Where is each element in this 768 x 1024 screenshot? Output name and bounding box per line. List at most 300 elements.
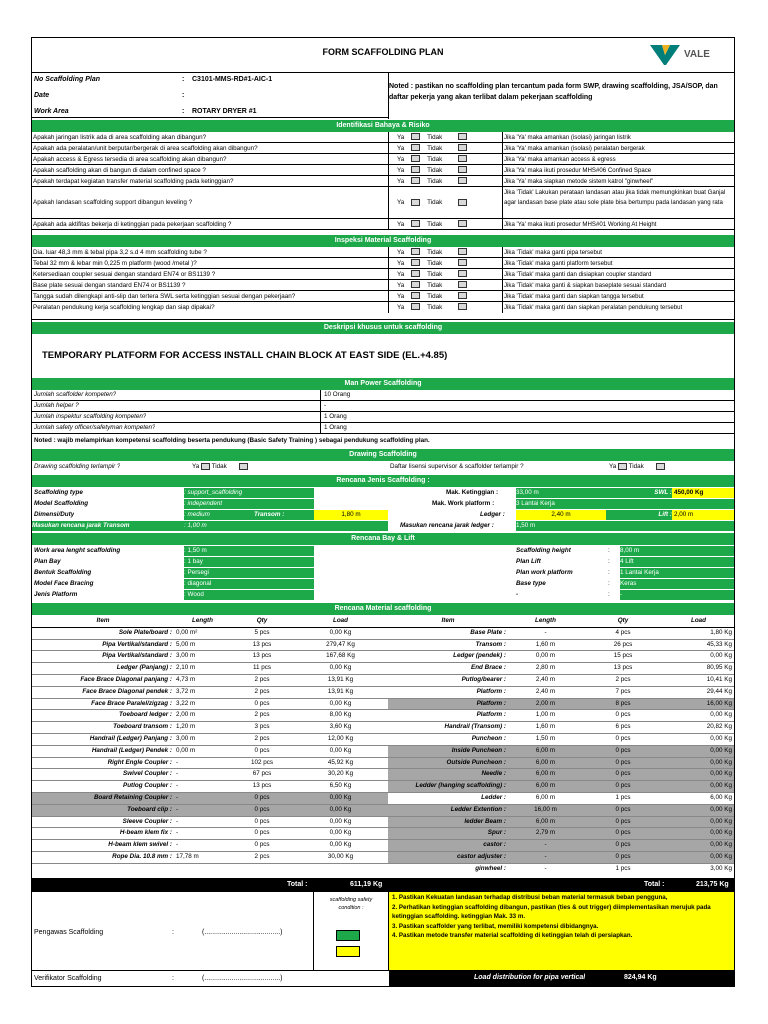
material-right-load: 6,00 Kg: [710, 793, 732, 801]
manpower-value[interactable]: 10 Orang: [324, 391, 351, 398]
material-right-load: 0,00 Kg: [663, 804, 734, 816]
manpower-row: [32, 401, 734, 412]
inspections-row: [32, 291, 734, 302]
inspections-action: Jika 'Tidak' maka ganti pipa tersebut: [504, 248, 602, 256]
tidak-checkbox[interactable]: [458, 177, 467, 184]
material-left-qty: 67 pcs: [252, 770, 272, 778]
drawing-left-label: Drawing scaffolding terlampir ?: [34, 463, 121, 470]
material-right-item: castor adjuster :: [388, 851, 508, 863]
bay-left-value-text: diagonal: [187, 580, 212, 587]
tidak-checkbox[interactable]: [458, 220, 467, 227]
condition-yellow-swatch[interactable]: [336, 946, 360, 957]
drawing-row: [32, 461, 734, 474]
material-left-length: 2,10 m: [176, 664, 196, 672]
ya-label: Ya: [397, 166, 405, 174]
tidak-label: Tidak: [427, 292, 443, 300]
manpower-note: Noted : wajib melampirkan kompetensi scaffolding beserta pendukung (Basic Safety Training ) sebagai pendukung scaffolding plan.: [34, 437, 430, 444]
material-right-item: ledder Beam :: [388, 816, 508, 828]
material-right-qty: 0 pcs: [583, 851, 663, 863]
ya-checkbox[interactable]: [411, 220, 420, 227]
area-label: Work Area: [34, 108, 69, 115]
manpower-row: [32, 390, 734, 401]
material-right-load: 0,00 Kg: [710, 734, 732, 742]
material-row: [32, 733, 734, 745]
material-left-length: -: [176, 758, 179, 766]
material-left-load: 12,00 Kg: [327, 734, 354, 742]
material-right-qty: 0 pcs: [583, 769, 663, 781]
tidak-label: Tidak: [427, 259, 443, 267]
scaffolding-form: [31, 37, 735, 987]
material-left-load: 0,00 Kg: [329, 817, 352, 825]
material-left-item: Toeboard transom :: [113, 723, 172, 731]
verifikator-value[interactable]: (.......................................): [202, 975, 283, 982]
material-left-item: Face Brace Diagonal panjang :: [80, 675, 172, 683]
material-row: [32, 757, 734, 769]
tidak-label: Tidak: [427, 220, 443, 228]
manpower-row: [32, 423, 734, 434]
divider: [502, 143, 503, 154]
bay-colon: :: [608, 558, 610, 565]
material-right-load: 45,33 Kg: [706, 640, 732, 648]
divider: [388, 132, 389, 143]
inspections-row: [32, 247, 734, 258]
material-right-length: 6,00 m: [508, 781, 583, 793]
material-left-item: Face Brace Diagonal pendek :: [82, 687, 172, 695]
material-left-qty: 2 pcs: [254, 711, 270, 719]
license-tidak-checkbox[interactable]: [656, 463, 665, 470]
manpower-label: Jumlah inspektur scaffolding kompeten?: [34, 413, 147, 420]
material-right-length: 2,00 m: [508, 698, 583, 710]
material-left-qty: 2 pcs: [254, 675, 270, 683]
divider: [388, 280, 389, 291]
material-right-length: 6,00 m: [508, 745, 583, 757]
tidak-checkbox[interactable]: [458, 144, 467, 151]
material-right-qty: 0 pcs: [615, 734, 631, 742]
material-right-length: 6,00 m: [508, 769, 583, 781]
section-inspeksi: Inspeksi Material Scaffolding: [32, 235, 734, 247]
hazards-action: Jika 'Ya' maka ikuti prosedur MHS#06 Confined Space: [504, 166, 652, 174]
material-right-load: 1,80 Kg: [710, 628, 732, 636]
material-right-length: 6,00 m: [535, 793, 556, 801]
material-right-item: Platform :: [476, 687, 506, 695]
drawing-tidak: Tidak: [211, 463, 227, 470]
inspections-answer-group: [397, 303, 467, 313]
license-ya-checkbox[interactable]: [618, 463, 627, 470]
material-row: [32, 851, 734, 863]
material-left-item: Handrail (Ledger) Pendek :: [91, 746, 172, 754]
description-text: TEMPORARY PLATFORM FOR ACCESS INSTALL CHAIN BLOCK AT EAST SIDE (EL.+4.85): [42, 350, 448, 361]
material-row: [32, 674, 734, 686]
material-right-item: Puncheon :: [471, 734, 506, 742]
material-right-load: 0,00 Kg: [663, 840, 734, 852]
hazards-question: Apakah terdapat kegiatan transfer material scaffolding pada ketinggian?: [33, 177, 234, 185]
material-row: [32, 792, 734, 804]
material-right-load: 80,95 Kg: [706, 664, 732, 672]
material-right-item: Spur :: [388, 828, 508, 840]
material-right-length: 1,50 m: [535, 734, 556, 742]
inspections-action: Jika 'Tidak' maka ganti dan siapkan tangga tersebut: [504, 292, 644, 300]
material-right-item: Base Plate :: [470, 628, 506, 636]
pengawas-value[interactable]: (.......................................): [202, 929, 283, 936]
form-title: FORM SCAFFOLDING PLAN: [322, 47, 444, 57]
hazards-answer-group: [397, 133, 467, 143]
material-right-length: 2,40 m: [535, 687, 556, 695]
material-left-item: Sole Plate/board :: [118, 628, 172, 636]
hazards-action: Jika 'Ya' maka ikuti prosedur MHS#01 Working At Height: [504, 220, 657, 228]
notes-block: [389, 892, 734, 970]
material-right-qty: 0 pcs: [583, 804, 663, 816]
material-left-length: -: [174, 804, 231, 816]
divider: [388, 291, 389, 302]
condition-green-swatch[interactable]: [336, 930, 360, 941]
material-left-item: Toeboard ledger :: [119, 711, 172, 719]
manpower-label: Jumlah helper ?: [34, 402, 79, 409]
bay-left-label: Jenis Platform: [34, 591, 78, 598]
bay-right-label: Scaffolding height: [516, 547, 571, 554]
hazards-action: Jika 'Ya' maka amankan (isolasi) peralatan bergerak: [504, 144, 645, 152]
material-left-load: 0,00 Kg: [329, 699, 352, 707]
tidak-checkbox[interactable]: [458, 259, 467, 266]
section-jenis: Rencana Jenis Scaffolding :: [32, 475, 734, 487]
ya-checkbox[interactable]: [411, 166, 420, 173]
ya-label: Ya: [397, 199, 405, 206]
tidak-checkbox[interactable]: [458, 303, 467, 310]
tinggi-label: Mak. Ketinggian :: [446, 489, 499, 496]
divider: [388, 143, 389, 154]
hazards-answer-group: [397, 177, 467, 187]
material-left-load: 30,20 Kg: [327, 770, 354, 778]
inspections-question: Dia. luar 48,3 mm & tebal pipa 3,2 s.d 4 mm scaffolding tube ?: [33, 248, 207, 256]
material-right-qty: 4 pcs: [615, 628, 631, 636]
material-right-length: -: [508, 840, 583, 852]
material-right-length: 2,40 m: [535, 675, 556, 683]
material-right-item: castor :: [388, 840, 508, 852]
header-block: No Scaffolding Plan : C3101-MMS-RD#1-AIC-1 Date : Work Area : ROTARY DRYER #1 Noted : pastikan no scaffolding plan tercantum pada form SWP, drawing scaffolding, JSA/SOP, dan daftar pekerja yang akan terlibat dalam pekerjaan scaffolding: [32, 72, 734, 118]
material-right-length: 1,00 m: [535, 711, 556, 719]
ledger-value: 2,40 m: [516, 510, 606, 520]
signature-block: Pengawas Scaffolding : (.......................................) Verifikator Scaffolding : (.......................................) scaffolding safety condition : 1. Pastikan Kekuatan landasan terhadap distribusi beban material termasuk beban pengguna, 2. Perhatikan ketinggian scaffolding dibangun, pastikan (ties & out trigger) diimplementasikan merujuk pada ketinggian scaffolding. ketinggian Mak. 33 m. 3. Pastikan scaffolder yang terlibat, memiliki kompetensi dibidangnya. 4. Pastikan metode transfer material scaffolding di ketinggian telah di persiapkan. Load distribution for pipa vertical 824,94 Kg: [32, 892, 734, 988]
ya-checkbox[interactable]: [411, 177, 420, 184]
ya-checkbox[interactable]: [411, 281, 420, 288]
material-left-item: Handrail (Ledger) Panjang :: [89, 734, 172, 742]
tidak-checkbox[interactable]: [458, 248, 467, 255]
inspections-row: [32, 280, 734, 291]
tidak-checkbox[interactable]: [458, 281, 467, 288]
ya-checkbox[interactable]: [411, 248, 420, 255]
manpower-list: [32, 390, 734, 434]
tidak-checkbox[interactable]: [458, 133, 467, 140]
ledger-label: Ledger :: [480, 511, 505, 518]
bay-left-value: : diagonal: [184, 579, 314, 589]
material-right-load: 0,00 Kg: [663, 851, 734, 863]
ya-checkbox[interactable]: [411, 259, 420, 266]
material-right-qty: 0 pcs: [583, 816, 663, 828]
divider: [388, 176, 389, 187]
transom-label: Transom :: [254, 510, 314, 520]
material-left-load: 0,00 Kg: [329, 628, 352, 636]
material-left-load: [293, 863, 388, 874]
material-right-length: 2,80 m: [535, 664, 556, 672]
license-ya: Ya: [609, 463, 617, 470]
note-4: 4. Pastikan metode transfer material scaffolding di ketinggian telah di persiapkan.: [392, 932, 633, 939]
section-deskripsi: Deskripsi khusus untuk scaffolding: [32, 322, 734, 334]
divider: [502, 187, 503, 219]
drawing-tidak-checkbox[interactable]: [239, 463, 248, 470]
hazard-list: [32, 132, 734, 228]
material-row: [32, 769, 734, 781]
material-right-length: 1,60 m: [535, 640, 556, 648]
tidak-label: Tidak: [427, 155, 443, 163]
bay-left-value: : Persegi: [184, 568, 314, 578]
tidak-label: Tidak: [427, 270, 443, 278]
material-left-item: H-beam klem fix :: [119, 829, 172, 837]
hazards-question: Apakah ada peralatan/unit berputar/bergerak di area scaffolding akan dibangun?: [33, 144, 258, 152]
divider: [502, 280, 503, 291]
material-right-load: 0,00 Kg: [663, 816, 734, 828]
material-right-item: Platform :: [388, 698, 508, 710]
material-right-qty: 0 pcs: [615, 711, 631, 719]
material-right-load: 0,00 Kg: [663, 781, 734, 793]
hazards-answer-group: [397, 155, 467, 165]
inspections-action: Jika 'Tidak' maka ganti platform tersebut: [504, 259, 613, 267]
material-left-item: Face Brace Paralel/zigzag :: [91, 699, 172, 707]
material-left-load: 0,00 Kg: [293, 792, 388, 804]
material-row: [32, 663, 734, 675]
material-left-length: 4,73 m: [176, 675, 196, 683]
divider: [320, 412, 321, 423]
material-left-load: 45,92 Kg: [327, 758, 354, 766]
inspections-answer-group: [397, 270, 467, 280]
divider: [388, 219, 389, 230]
swl-label: SWL :: [606, 488, 672, 498]
jenis-block: [32, 488, 734, 534]
material-right-length: 2,79 m: [508, 828, 583, 840]
bay-colon: :: [608, 591, 610, 598]
hazards-question: Apakah access & Egress tersedia di area scaffolding akan dibangun?: [33, 155, 227, 163]
manpower-label: Jumlah scaffolder kompeten?: [34, 391, 117, 398]
manpower-value[interactable]: 1 Orang: [324, 424, 347, 431]
bay-left-value-text: 1 bay: [187, 558, 203, 565]
manpower-value[interactable]: -: [324, 402, 327, 409]
material-right-item: Outside Puncheon :: [388, 757, 508, 769]
material-right-qty: 26 pcs: [613, 640, 633, 648]
ya-checkbox[interactable]: [411, 155, 420, 162]
material-left-item: Swivel Coupler :: [123, 770, 172, 778]
jl-value: 1,50 m: [516, 521, 734, 531]
note-1: 1. Pastikan Kekuatan landasan terhadap distribusi beban material termasuk beban pengguna,: [392, 894, 668, 901]
material-header-item: Item: [32, 616, 174, 627]
total-right-value: 213,75 Kg: [696, 881, 729, 888]
hazards-row: [32, 154, 734, 165]
ya-label: Ya: [397, 259, 405, 267]
material-row: [32, 686, 734, 698]
lift-value: 2,00 m: [672, 510, 734, 520]
material-header-qty: Qty: [231, 616, 293, 627]
material-left-qty: 2 pcs: [254, 687, 270, 695]
tinggi-value: 33,00 m: [516, 488, 606, 498]
material-left-length: -: [176, 841, 179, 849]
tidak-checkbox[interactable]: [458, 166, 467, 173]
divider: [388, 187, 389, 219]
material-right-qty: 2 pcs: [615, 675, 631, 683]
transom-value: 1,80 m: [314, 510, 388, 520]
material-right-load: 3,00 Kg: [710, 864, 732, 872]
material-left-item: Board Retaining Coupler :: [32, 792, 174, 804]
inspections-answer-group: [397, 259, 467, 269]
material-right-item: ginwheel :: [475, 864, 506, 872]
ya-label: Ya: [397, 303, 405, 311]
tidak-checkbox[interactable]: [458, 155, 467, 162]
vale-logo-icon: [650, 41, 680, 65]
material-right-load: 20,82 Kg: [706, 723, 732, 731]
tidak-label: Tidak: [427, 248, 443, 256]
material-header-length: Length: [508, 616, 583, 627]
dim-value: : medium: [184, 510, 254, 520]
material-left-qty: 0 pcs: [254, 699, 270, 707]
material-row: [32, 828, 734, 840]
material-right-item: Inside Puncheon :: [388, 745, 508, 757]
material-left-item: Putlog Coupler :: [123, 782, 172, 790]
inspections-answer-group: [397, 248, 467, 258]
tidak-label: Tidak: [427, 177, 443, 185]
material-right-length: -: [544, 628, 547, 636]
material-row: [32, 710, 734, 722]
divider: [502, 132, 503, 143]
manpower-value[interactable]: 1 Orang: [324, 413, 347, 420]
swl-value: 450,00 Kg: [672, 488, 734, 498]
divider: [320, 401, 321, 412]
material-right-item: Needle :: [388, 769, 508, 781]
verifikator-label: Verifikator Scaffolding: [34, 975, 102, 982]
bay-right-label: Plan work platform: [516, 569, 573, 576]
material-row: [32, 627, 734, 639]
material-left-item: [32, 863, 174, 874]
material-right-qty: 15 pcs: [613, 652, 633, 660]
material-left-item: Rope Dia. 10.8 mm :: [112, 852, 172, 860]
section-bay: Rencana Bay & Lift: [32, 533, 734, 545]
material-right-length: -: [544, 864, 547, 872]
material-left-load: 0,00 Kg: [329, 746, 352, 754]
material-left-length: 3,72 m: [176, 687, 196, 695]
material-left-length: -: [176, 817, 179, 825]
inspections-row: [32, 302, 734, 320]
divider: [502, 291, 503, 302]
hazards-question: Apakah scaffolding akan di bangun di dalam confined space ?: [33, 166, 206, 174]
inspection-list: [32, 247, 734, 323]
area-value: ROTARY DRYER #1: [192, 108, 257, 115]
material-left-qty: 5 pcs: [254, 628, 270, 636]
manpower-label: Jumlah safety officer/safetyman kompeten?: [34, 424, 156, 431]
divider: [388, 269, 389, 280]
material-right-length: 6,00 m: [508, 816, 583, 828]
bay-block: [32, 546, 734, 601]
ya-checkbox[interactable]: [411, 133, 420, 140]
hazards-answer-group: [397, 198, 467, 208]
material-left-item: H-beam klem swivel :: [108, 841, 172, 849]
material-left-length: 2,00 m: [176, 711, 196, 719]
ya-label: Ya: [397, 155, 405, 163]
drawing-ya-checkbox[interactable]: [201, 463, 210, 470]
material-left-qty: 13 pcs: [252, 640, 272, 648]
material-left-length: 0,00 m²: [176, 628, 198, 636]
bay-colon: :: [608, 569, 610, 576]
divider: [502, 269, 503, 280]
material-left-load: 30,00 Kg: [327, 852, 354, 860]
material-left-load: 13,91 Kg: [327, 687, 354, 695]
section-manpower: Man Power Scaffolding: [32, 378, 734, 390]
material-right-length: 6,00 m: [508, 757, 583, 769]
hazards-answer-group: [397, 144, 467, 154]
divider: [502, 219, 503, 230]
material-left-length: 0,00 m: [176, 746, 196, 754]
dim-label: Dimensi/Duty: [34, 511, 75, 518]
bay-left-value-text: Persegi: [187, 569, 209, 576]
material-right-qty: 0 pcs: [583, 757, 663, 769]
material-left-load: 13,91 Kg: [327, 675, 354, 683]
hazards-row: [32, 219, 734, 230]
tidak-label: Tidak: [427, 166, 443, 174]
material-left-length: -: [174, 792, 231, 804]
ya-checkbox[interactable]: [411, 144, 420, 151]
material-left-qty: 0 pcs: [231, 792, 293, 804]
tidak-checkbox[interactable]: [458, 199, 467, 206]
logo-text: VALE: [684, 49, 710, 60]
material-header-load: Load: [293, 616, 388, 627]
material-left-length: -: [176, 782, 179, 790]
material-right-qty: 7 pcs: [615, 687, 631, 695]
material-row: [32, 781, 734, 793]
material-row: [32, 698, 734, 710]
type-label: Scaffolding type: [34, 489, 83, 496]
material-left-qty: 0 pcs: [254, 746, 270, 754]
bay-right-value: 1 Lantai Kerja: [620, 568, 734, 578]
tidak-checkbox[interactable]: [458, 292, 467, 299]
note-3: 3. Pastikan scaffolder yang terlibat, memiliki kompetensi dibidangnya.: [392, 922, 599, 930]
wp-value: 3 Lantai Kerja: [516, 499, 734, 509]
ya-checkbox[interactable]: [411, 270, 420, 277]
inspections-question: Ketersediaan coupler sesuai dengan standard EN74 or BS1139 ?: [33, 270, 216, 278]
material-left-item: Pipa Vertikal/standard :: [102, 652, 172, 660]
material-left-qty: 0 pcs: [231, 804, 293, 816]
ya-checkbox[interactable]: [411, 199, 420, 206]
material-left-item: Right Engle Coupler :: [107, 758, 172, 766]
bay-left-label: Bentuk Scaffolding: [34, 569, 92, 576]
drawing-right-label: Daftar lisensi supervisor & scaffolder terlampir ?: [390, 463, 524, 470]
ya-checkbox[interactable]: [411, 292, 420, 299]
divider: [502, 165, 503, 176]
tidak-label: Tidak: [427, 303, 443, 311]
material-right-item: Putlog/bearer :: [461, 675, 506, 683]
inspections-question: Peralatan pendukung kerja scaffolding lengkap dan siap dipakai?: [33, 303, 215, 311]
load-distribution: [389, 970, 734, 987]
material-right-load: 10,41 Kg: [706, 675, 732, 683]
material-right-item: Ledder :: [481, 793, 506, 801]
condition-label: scaffolding safety condition :: [329, 897, 373, 911]
tidak-checkbox[interactable]: [458, 270, 467, 277]
date-label: Date: [34, 92, 50, 99]
material-right-length: -: [508, 851, 583, 863]
hazards-question: Apakah landasan scaffolding support dibangun leveling ?: [33, 199, 193, 206]
material-row: [32, 840, 734, 852]
bay-left-value-text: 1,50 m: [187, 547, 207, 554]
total-right-label: Total :: [644, 881, 665, 888]
material-right-load: 0,00 Kg: [663, 828, 734, 840]
divider: [502, 258, 503, 269]
divider: [502, 247, 503, 258]
material-left-length: 5,00 m: [176, 640, 196, 648]
ya-checkbox[interactable]: [411, 303, 420, 310]
material-left-length: -: [176, 829, 179, 837]
